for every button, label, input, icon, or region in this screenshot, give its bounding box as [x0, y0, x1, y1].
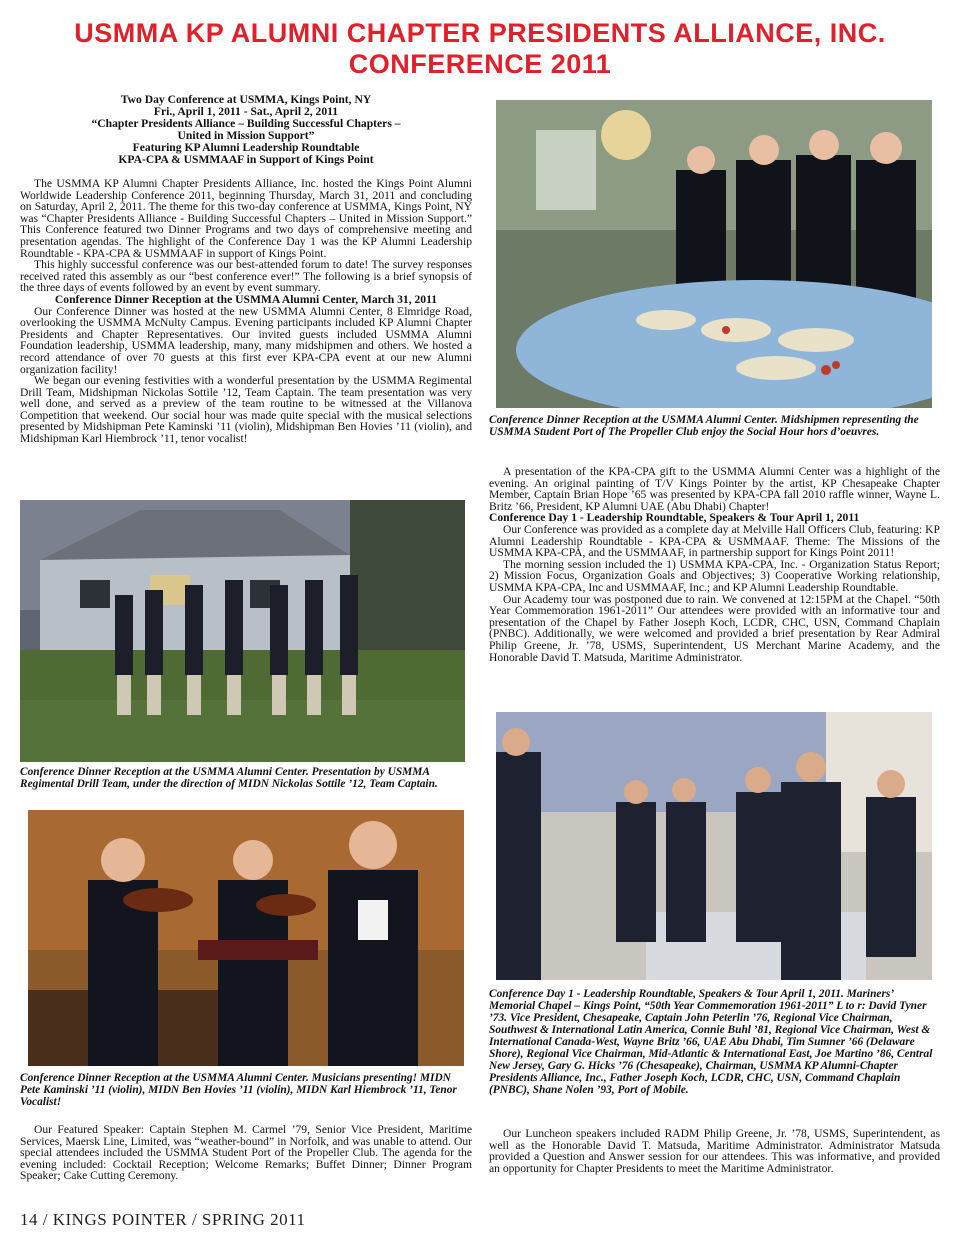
chapel-caption: Conference Day 1 - Leadership Roundtable, Speakers & Tour April 1, 2011. Mariners’ Memorial Chapel – Kings Point, “50th Year Commemoration 1961-2011” L to r: David Tyner ’73. Vice President, Chesapeake, Captain John Peterlin ’76, Regional Vice Chairman, Southwest & International Latin America, Connie Buhl ’81, Regional Vice Chairman, West & International Canada-West, Wayne Britz ’66, UAE Abu Dhabi, Tim Sumner ’66 (Delaware Shore), Regional Vice Chairman, Mid-Atlantic & International East, Joe Martino ’86, Central New Jersey, Gary G. Hicks ’76 (Chesapeake), Chairman, USMMA KP Alumni-Chapter Presidents Alliance, Inc., Father Joseph Koch, LCDR, CHC, USN, Command Chaplain (PNBC), Shane Nolen ’93, Port of Mobile. [489, 988, 933, 1096]
buffet-photo [496, 100, 932, 408]
paragraph: The USMMA KP Alumni Chapter Presidents Alliance, Inc. hosted the Kings Point Alumni Worldwide Leadership Conference 2011, beginning Thursday, March 31, 2011 and concluding on Saturday, April 2, 2011. The theme for this two-day conference at USMMA, Kings Point, NY was “Chapter Presidents Alliance - Building Successful Chapters – United in Mission Support.” This Conference featured two Dinner Programs and two days of comprehensive meeting and presentation agendas. The highlight of the Conference Day 1 was the KP Alumni Leadership Roundtable - KPA-CPA & USMMAAF in support of Kings Point. [20, 177, 472, 260]
paragraph: Our Luncheon speakers included RADM Philip Greene, Jr. ’78, USMS, Superintendent, as well as the Honorable David T. Matsuda, Maritime Administrator. Administrator Matsuda provided a Question and Answer session for our attendees. This was informative, and provided an opportunity for Chapter Presidents to meet the Maritime Administrator. [489, 1127, 940, 1175]
header-line: Featuring KP Alumni Leadership Roundtable [132, 141, 360, 154]
musicians-caption: Conference Dinner Reception at the USMMA Alumni Center. Musicians presenting! MIDN Pete Kaminski ’11 (violin), MIDN Ben Hovies ’11 (violin), MIDN Karl Hiembrock ’11, Tenor Vocalist! [20, 1072, 457, 1108]
title-line-1: USMMA KP ALUMNI CHAPTER PRESIDENTS ALLIANCE, INC. [74, 18, 886, 48]
paragraph: Our Academy tour was postponed due to rain. We convened at 12:15PM at the Chapel. “50th Year Commemoration 1961-2011” Our attendees were provided with an informative tour and presentation of the Chapel by Father Joseph Koch, LCDR, CHC, USN, Command Chaplain (PNBC). Additionally, we were welcomed and provided a brief presentation by Rear Admiral Philip Greene, Jr. ’78, USMS, Superintendent, US Merchant Marine Academy, and the Honorable David T. Matsuda, Maritime Administrator. [489, 592, 940, 664]
header-line: United in Mission Support” [177, 129, 315, 142]
page-footer: 14 / KINGS POINTER / SPRING 2011 [20, 1210, 306, 1229]
title-line-2: CONFERENCE 2011 [348, 49, 612, 79]
left-column [20, 82, 472, 445]
page-title [0, 18, 960, 80]
subheading: Conference Day 1 - Leadership Roundtable, Speakers & Tour April 1, 2011 [489, 511, 860, 525]
article-text-left [20, 178, 472, 445]
buffet-caption: Conference Dinner Reception at the USMMA Alumni Center. Midshipmen representing the USMMA Student Port of The Propeller Club enjoy the Social Hour hors d’oeuvres. [489, 414, 919, 438]
header-line: “Chapter Presidents Alliance – Building Successful Chapters – [91, 117, 401, 130]
drill-caption: Conference Dinner Reception at the USMMA Alumni Center. Presentation by USMMA Regimental Drill Team, under the direction of MIDN Nickolas Sottile ’12, Team Captain. [20, 766, 438, 790]
header-line: Two Day Conference at USMMA, Kings Point, NY [120, 93, 372, 106]
paragraph: Our Conference was provided as a complete day at Melville Hall Officers Club, featuring: KP Alumni Leadership Roundtable - KPA-CPA & USMMAAF. Theme: The Missions of the USMMA KPA-CPA, and the USMMAAF, in partnership support for Kings Point 2011! [489, 522, 940, 560]
header-line: Fri., April 1, 2011 - Sat., April 2, 2011 [153, 105, 339, 118]
article-text-right-bottom [489, 1128, 940, 1174]
drill-team-photo [20, 500, 465, 762]
article-text-right [489, 466, 940, 663]
chapel-photo [496, 712, 932, 980]
conference-header [20, 94, 472, 166]
paragraph: Our Featured Speaker: Captain Stephen M. Carmel ’79, Senior Vice President, Maritime Services, Maersk Line, Limited, was “weather-bound” in Norfolk, and was unable to attend. Our special attendees included the USMMA Student Port of the Propeller Club. The agenda for the evening included: Cocktail Reception; Welcome Remarks; Buffet Dinner; Dinner Program Speaker; Cake Cutting Ceremony. [20, 1123, 472, 1183]
paragraph: We began our evening festivities with a wonderful presentation by the USMMA Regimental Drill Team, Midshipman Nickolas Sottile ’12, Team Captain. The team presentation was very well done, and served as a preview of the team routine to be witnessed at the Villanova Competition that weekend. Our social hour was made quite special with the musical selections presented by Midshipman Pete Kaminski ’11 (violin), Midshipman Ben Hovies ’11 (violin), and Midshipman Karl Hiembrock ’11, tenor vocalist! [20, 374, 472, 446]
subheading: Conference Dinner Reception at the USMMA Alumni Center, March 31, 2011 [54, 292, 438, 306]
article-text-left-bottom [20, 1124, 472, 1182]
paragraph: Our Conference Dinner was hosted at the new USMMA Alumni Center, 8 Elmridge Road, overlooking the USMMA McNulty Campus. Evening participants included KP Alumni Chapter Presidents and Chapter Representatives. Our invited guests included USMMA Alumni Foundation leadership, USMMA leadership, many, many midshipmen and others. We hosted a record attendance of over 70 guests at this first ever KPA-CPA event at our new Alumni organization facility! [20, 304, 472, 376]
paragraph: This highly successful conference was our best-attended forum to date! The survey responses received rated this assembly as our “best conference ever!” The following is a brief synopsis of the three days of events followed by an event by event summary. [20, 258, 472, 295]
paragraph: The morning session included the 1) USMMA KPA-CPA, Inc. - Organization Status Report; 2) Mission Focus, Organization Goals and Objectives; 3) Cooperative Working relationship, USMMA KPA-CPA, Inc and USMMAAF, Inc.; and KP Alumni Leadership Roundtable. [489, 557, 940, 594]
musicians-photo [28, 810, 464, 1066]
paragraph: A presentation of the KPA-CPA gift to the USMMA Alumni Center was a highlight of the evening. An original painting of T/V Kings Pointer by the artist, KP Chesapeake Chapter Member, Captain Brian Hope ’65 was presented by KPA-CPA fall 2010 raffle winner, Wayne L. Britz ’66, President, KP Alumni UAE (Abu Dhabi) Chapter! [489, 465, 940, 513]
header-line: KPA-CPA & USMMAAF in Support of Kings Point [118, 153, 374, 166]
